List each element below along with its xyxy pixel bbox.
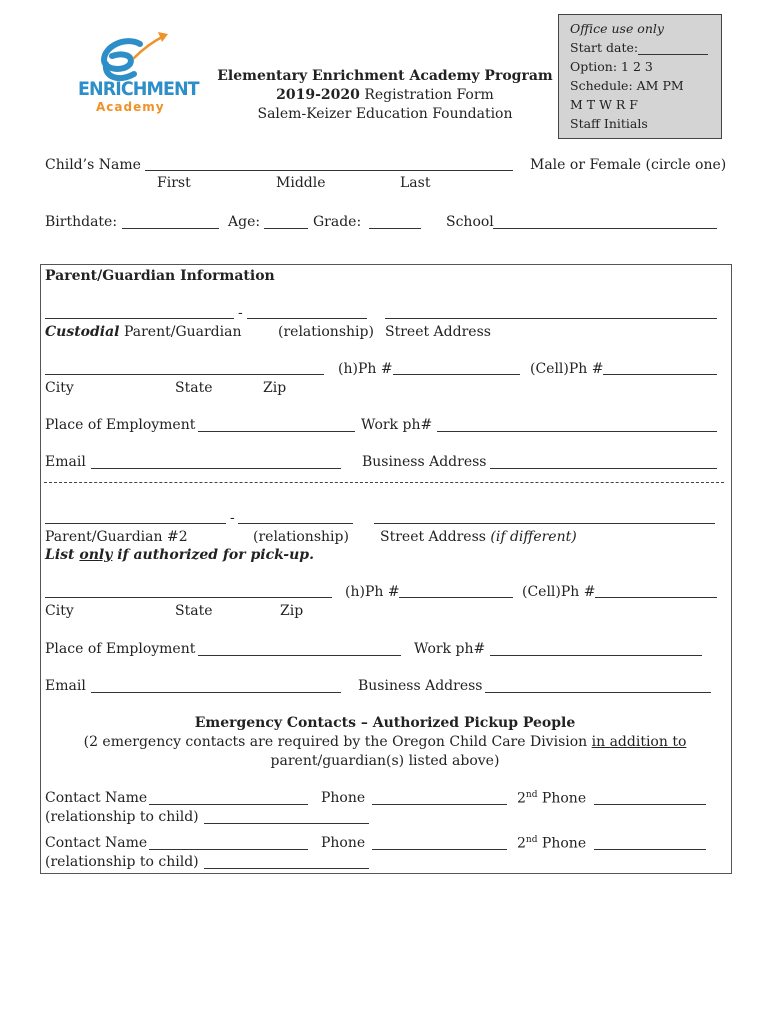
guardian2-cell-phone-label: (Cell)Ph # <box>522 584 596 600</box>
guardian1-city-state-zip-field[interactable] <box>45 374 324 375</box>
guardian1-work-phone-label: Work ph# <box>361 417 433 433</box>
guardian2-city-state-zip-field[interactable] <box>45 597 332 598</box>
contact2-phone-label: Phone <box>321 835 366 851</box>
first-name-label: First <box>157 175 191 191</box>
office-use-title: Office use only <box>570 21 664 36</box>
contact2-name-label: Contact Name <box>45 835 148 851</box>
guardian1-dash: - <box>238 305 243 321</box>
guardian1-home-phone-field[interactable] <box>393 374 520 375</box>
guardian1-cell-phone-label: (Cell)Ph # <box>530 361 604 377</box>
guardian1-email-field[interactable] <box>91 468 341 469</box>
emergency-note-line1 <box>40 734 730 750</box>
contact2-second-phone-label <box>517 835 586 852</box>
contact1-phone-label: Phone <box>321 790 366 806</box>
contact2-relationship-field[interactable] <box>204 868 369 869</box>
guardian2-name-field[interactable] <box>45 523 226 524</box>
guardian2-email-field[interactable] <box>91 692 341 693</box>
gender-label: Male or Female (circle one) <box>530 157 727 173</box>
office-use-box <box>558 14 722 139</box>
guardian1-employment-label: Place of Employment <box>45 417 196 433</box>
guardian1-employment-field[interactable] <box>198 431 355 432</box>
guardian1-state-label: State <box>175 380 213 396</box>
second-sup-2: nd <box>525 835 538 845</box>
age-label: Age: <box>228 214 261 230</box>
contact1-second-phone-label <box>517 790 586 807</box>
guardian2-employment-field[interactable] <box>198 655 401 656</box>
second-num: 2 <box>517 790 526 807</box>
guardian2-business-field[interactable] <box>485 692 711 693</box>
guardian2-city-label: City <box>45 603 74 619</box>
guardian1-name-field[interactable] <box>45 318 234 319</box>
emergency-note-line2: parent/guardian(s) listed above) <box>270 753 500 769</box>
guardian2-relationship-field[interactable] <box>238 523 353 524</box>
guardian-panel <box>40 264 732 874</box>
school-year: 2019-2020 <box>276 87 360 103</box>
contact1-name-field[interactable] <box>149 804 308 805</box>
program-title: Elementary Enrichment Academy Program <box>217 68 553 84</box>
list-post: if authorized for pick-up. <box>112 547 314 563</box>
guardian1-business-label: Business Address <box>362 454 487 470</box>
guardian1-city-label: City <box>45 380 74 396</box>
second-num-2: 2 <box>517 835 526 852</box>
office-days: M T W R F <box>570 97 638 112</box>
grade-field[interactable] <box>369 228 421 229</box>
form-subtitle <box>200 86 570 105</box>
contact2-second-phone-field[interactable] <box>594 849 706 850</box>
list-pre: List <box>45 547 80 563</box>
guardian2-zip-label: Zip <box>280 603 304 619</box>
if-different-note: (if different) <box>490 529 577 545</box>
foundation-name: Salem-Keizer Education Foundation <box>257 106 513 122</box>
guardian2-home-phone-field[interactable] <box>399 597 513 598</box>
guardian1-email-label: Email <box>45 454 86 470</box>
contact1-second-phone-field[interactable] <box>594 804 706 805</box>
logo-main-text: ENRICHMENT <box>78 78 199 100</box>
guardian2-home-phone-label: (h)Ph # <box>345 584 400 600</box>
pickup-authorization-note <box>45 547 314 563</box>
child-name-label: Child’s Name <box>45 157 141 173</box>
office-schedule: Schedule: AM PM <box>570 78 684 93</box>
guardian1-street-field[interactable] <box>385 318 717 319</box>
contact2-name-field[interactable] <box>149 849 308 850</box>
second-phone-text: Phone <box>537 790 587 807</box>
school-field[interactable] <box>493 228 717 229</box>
guardian-heading: Parent/Guardian Information <box>45 268 275 284</box>
guardian1-street-label: Street Address <box>385 324 491 340</box>
logo-sub-text: Academy <box>96 100 165 114</box>
contact1-name-label: Contact Name <box>45 790 148 806</box>
enrichment-academy-logo <box>74 26 199 122</box>
contact1-relationship-field[interactable] <box>204 823 369 824</box>
guardian2-state-label: State <box>175 603 213 619</box>
guardian2-employment-label: Place of Employment <box>45 641 196 657</box>
office-start-field[interactable] <box>638 40 708 55</box>
guardian2-email-label: Email <box>45 678 86 694</box>
parent-guardian-label: Parent/Guardian <box>119 324 242 340</box>
office-option: Option: 1 2 3 <box>570 59 653 74</box>
guardian1-cell-phone-field[interactable] <box>603 374 717 375</box>
child-name-field[interactable] <box>145 170 513 171</box>
emergency-note-underlined: in addition to <box>591 734 687 750</box>
second-phone-text-2: Phone <box>537 835 587 852</box>
guardian1-zip-label: Zip <box>263 380 287 396</box>
guardian1-home-phone-label: (h)Ph # <box>338 361 393 377</box>
guardian2-street-text: Street Address <box>380 529 486 545</box>
contact1-phone-field[interactable] <box>372 804 507 805</box>
grade-label: Grade: <box>313 214 362 230</box>
guardian2-cell-phone-field[interactable] <box>595 597 717 598</box>
guardian2-business-label: Business Address <box>358 678 483 694</box>
custodial-label: Custodial <box>45 324 120 340</box>
guardian2-street-field[interactable] <box>374 523 715 524</box>
birthdate-field[interactable] <box>122 228 219 229</box>
registration-form-label: Registration Form <box>359 87 494 103</box>
contact2-relationship-label: (relationship to child) <box>45 854 199 870</box>
birthdate-label: Birthdate: <box>45 214 118 230</box>
guardian2-dash: - <box>230 510 235 526</box>
guardian2-work-phone-field[interactable] <box>490 655 702 656</box>
guardian1-work-phone-field[interactable] <box>437 431 717 432</box>
guardian1-relationship-field[interactable] <box>247 318 367 319</box>
guardian1-name-label <box>45 324 241 340</box>
school-label: School <box>446 214 494 230</box>
middle-name-label: Middle <box>276 175 326 191</box>
only-emphasis: only <box>79 547 113 563</box>
guardian1-business-field[interactable] <box>490 468 717 469</box>
form-title-block <box>200 67 570 124</box>
office-staff-initials: Staff Initials <box>570 116 648 131</box>
last-name-label: Last <box>400 175 431 191</box>
guardian1-relationship-label: (relationship) <box>278 324 374 340</box>
age-field[interactable] <box>264 228 308 229</box>
emergency-heading: Emergency Contacts – Authorized Pickup People <box>194 715 576 731</box>
guardian2-work-phone-label: Work ph# <box>414 641 486 657</box>
second-sup: nd <box>525 790 538 800</box>
contact2-phone-field[interactable] <box>372 849 507 850</box>
guardian2-name-label: Parent/Guardian #2 <box>45 529 188 545</box>
contact1-relationship-label: (relationship to child) <box>45 809 199 825</box>
guardian-divider <box>44 482 724 483</box>
office-start-label: Start date: <box>570 40 639 55</box>
office-start-date <box>570 38 708 57</box>
guardian2-street-label <box>380 529 577 545</box>
emergency-note-pre: (2 emergency contacts are required by the Oregon Child Care Division <box>83 734 592 750</box>
guardian2-relationship-label: (relationship) <box>253 529 349 545</box>
